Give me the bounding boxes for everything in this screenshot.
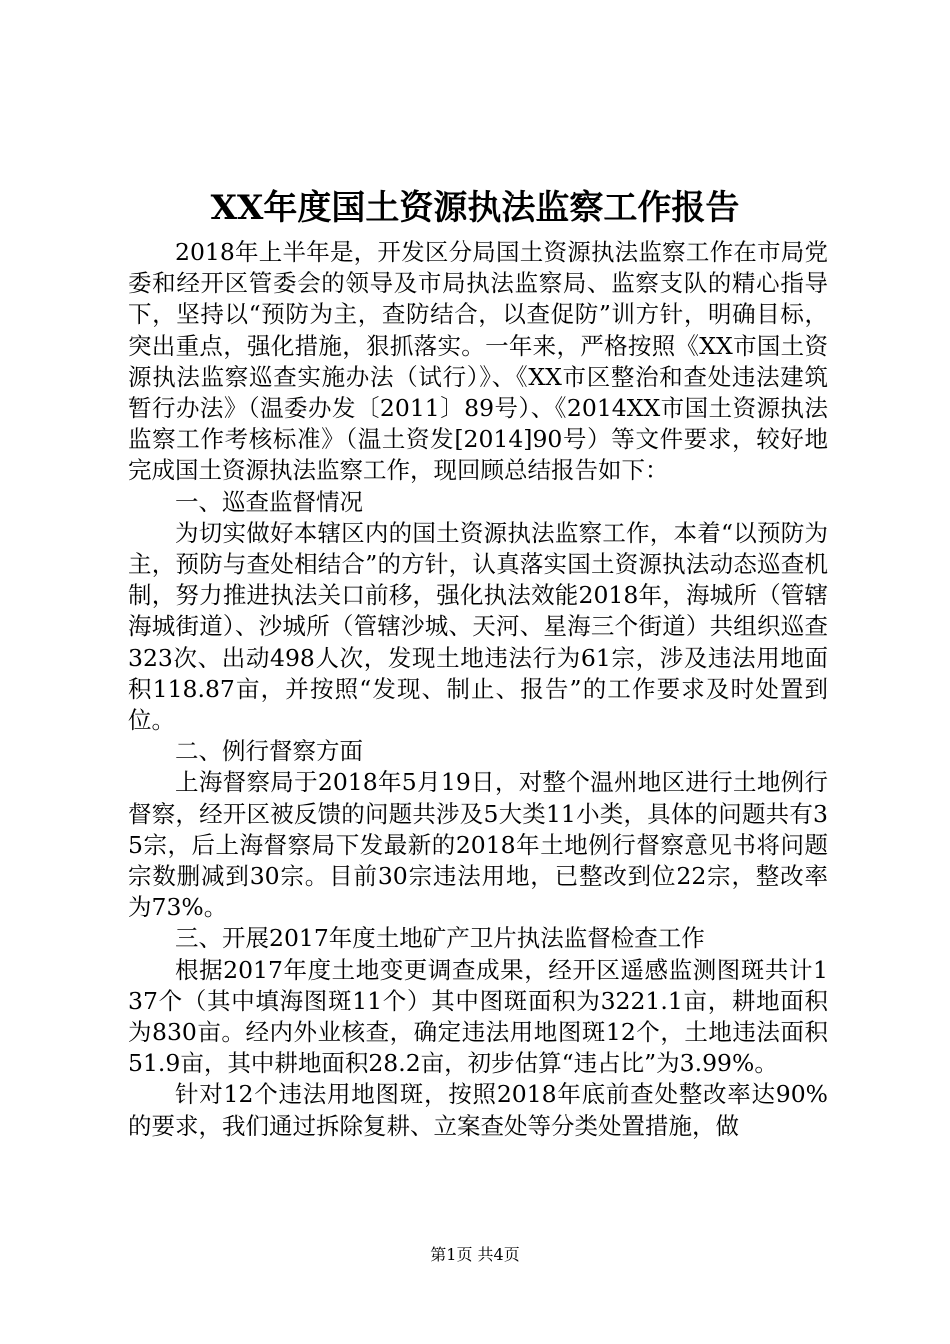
section-heading-inspection: 二、例行督察方面 (175, 737, 363, 766)
paragraph-remediation: 针对12个违法用地图斑，按照2018年底前查处整改率达90%的要求，我们通过拆除复耕、立案查处等分类处置措施，做 (128, 1080, 828, 1140)
document-body (128, 237, 828, 1142)
paragraph-satellite: 根据2017年度土地变更调查成果，经开区遥感监测图斑共计137个（其中填海图斑11个）其中图斑面积为3221.1亩，耕地面积为830亩。经内外业核查，确定违法用地图斑12个，土地违法面积51.9亩，其中耕地面积28.2亩，初步估算“违占比”为3.99%。 (128, 955, 828, 1078)
paragraph-inspection: 上海督察局于2018年5月19日，对整个温州地区进行土地例行督察，经开区被反馈的问题共涉及5大类11小类，具体的问题共有35宗，后上海督察局下发最新的2018年土地例行督察意见书将问题宗数删减到30宗。目前30宗违法用地，已整改到位22宗，整改率为73%。 (128, 768, 828, 922)
page-footer: 第1页 共4页 (430, 1245, 520, 1264)
document-title: XX年度国土资源执法监察工作报告 (210, 188, 740, 228)
section-heading-satellite: 三、开展2017年度土地矿产卫片执法监督检查工作 (175, 924, 705, 953)
paragraph-patrol: 为切实做好本辖区内的国土资源执法监察工作，本着“以预防为主，预防与查处相结合”的方针，认真落实国土资源执法动态巡查机制，努力推进执法关口前移，强化执法效能2018年，海城所（管辖海城街道）、沙城所（管辖沙城、天河、星海三个街道）共组织巡查323次、出动498人次，发现土地违法行为61宗，涉及违法用地面积118.87亩，并按照“发现、制止、报告”的工作要求及时处置到位。 (128, 518, 828, 735)
paragraph-intro: 2018年上半年是，开发区分局国土资源执法监察工作在市局党委和经开区管委会的领导及市局执法监察局、监察支队的精心指导下，坚持以“预防为主，查防结合，以查促防”训方针，明确目标，突出重点，强化措施，狠抓落实。一年来，严格按照《XX市国土资源执法监察巡查实施办法（试行）》、《XX市区整治和查处违法建筑暂行办法》（温委办发〔2011〕89号）、《2014XX市国土资源执法监察工作考核标准》（温土资发[2014]90号）等文件要求，较好地完成国土资源执法监察工作，现回顾总结报告如下： (128, 238, 828, 485)
section-heading-patrol: 一、巡查监督情况 (175, 487, 363, 516)
